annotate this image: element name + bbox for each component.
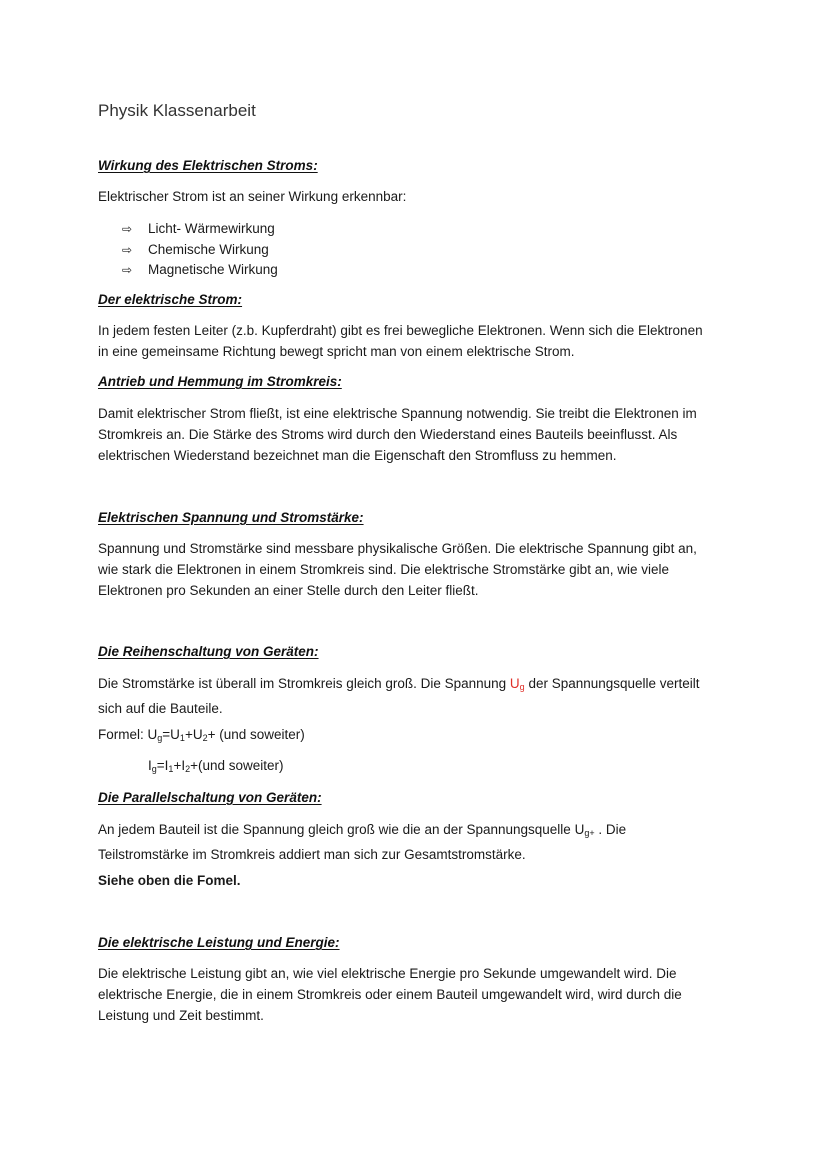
list-item: ⇨ Chemische Wirkung: [122, 240, 278, 261]
formula-note: Siehe oben die Fomel.: [98, 873, 241, 888]
list-item: ⇨ Magnetische Wirkung: [122, 260, 278, 281]
paragraph-spannung: Spannung und Stromstärke sind messbare physikalische Größen. Die elektrische Spannung gibt an, wie stark die Elektronen in einem Stromkreis sind. Die elektrische Stromstärke gibt an, wie viele Elektronen pro Sekunden an einer Stelle durch den Leiter fließt.: [98, 541, 697, 598]
paragraph-leistung: Die elektrische Leistung gibt an, wie viel elektrische Energie pro Sekunde umgewandelt wird. Die elektrische Energie, die in einem Stromkreis oder einem Bauteil umgewandelt wird, wird durch die Leistung und Zeit bestimmt.: [98, 966, 682, 1023]
formula-current: $I_g=I_1+I_2+(und$ soweiter): [148, 758, 284, 774]
paragraph-antrieb: Damit elektrischer Strom fließt, ist eine elektrische Spannung notwendig. Sie treibt die Elektronen im Stromkreis an. Die Stärke des Stroms wird durch den Wiederstand eines Bauteils beeinflusst. Als elektrischen Wiederstand bezeichnet man die Eigenschaft den Stromfluss zu hemmen.: [98, 406, 697, 463]
heading-elektrischer-strom: Der elektrische Strom:: [98, 292, 243, 307]
voltage-symbol: $U_g$: [509, 676, 525, 692]
arrow-right-icon: ⇨: [122, 263, 133, 277]
formula-voltage: Formel: $U_g=U_1+U_2+ (und$ soweiter): [98, 727, 305, 743]
paragraph-parallelschaltung: An jedem Bauteil ist die Spannung gleich groß wie die an der Spannungsquelle $U_{g+}$ . Die Teilstromstärke im Stromkreis addiert man sich zur Gesamtstromstärke.: [98, 822, 627, 862]
arrow-right-icon: ⇨: [122, 222, 133, 236]
heading-parallelschaltung: Die Parallelschaltung von Geräten:: [98, 790, 322, 805]
heading-leistung: Die elektrische Leistung und Energie:: [98, 935, 340, 950]
wirkung-list: [122, 219, 278, 281]
heading-reihenschaltung: Die Reihenschaltung von Geräten:: [98, 644, 319, 659]
paragraph-reihenschaltung: Die Stromstärke ist überall im Stromkreis gleich groß. Die Spannung $U_g$ der Spannungsquelle verteilt sich auf die Bauteile.: [98, 676, 700, 716]
heading-antrieb: Antrieb und Hemmung im Stromkreis:: [98, 374, 342, 389]
heading-spannung: Elektrischen Spannung und Stromstärke:: [98, 510, 364, 525]
paragraph-strom: In jedem festen Leiter (z.b. Kupferdraht) gibt es frei bewegliche Elektronen. Wenn sich die Elektronen in eine gemeinsame Richtung bewegt spricht man von einem elektrische Strom.: [98, 323, 703, 359]
wirkung-intro: Elektrischer Strom ist an seiner Wirkung erkennbar:: [98, 189, 407, 204]
list-item: ⇨ Licht- Wärmewirkung: [122, 219, 278, 240]
document-title: Physik Klassenarbeit: [98, 101, 256, 120]
arrow-right-icon: ⇨: [122, 242, 133, 257]
heading-wirkung: Wirkung des Elektrischen Stroms:: [98, 158, 318, 173]
